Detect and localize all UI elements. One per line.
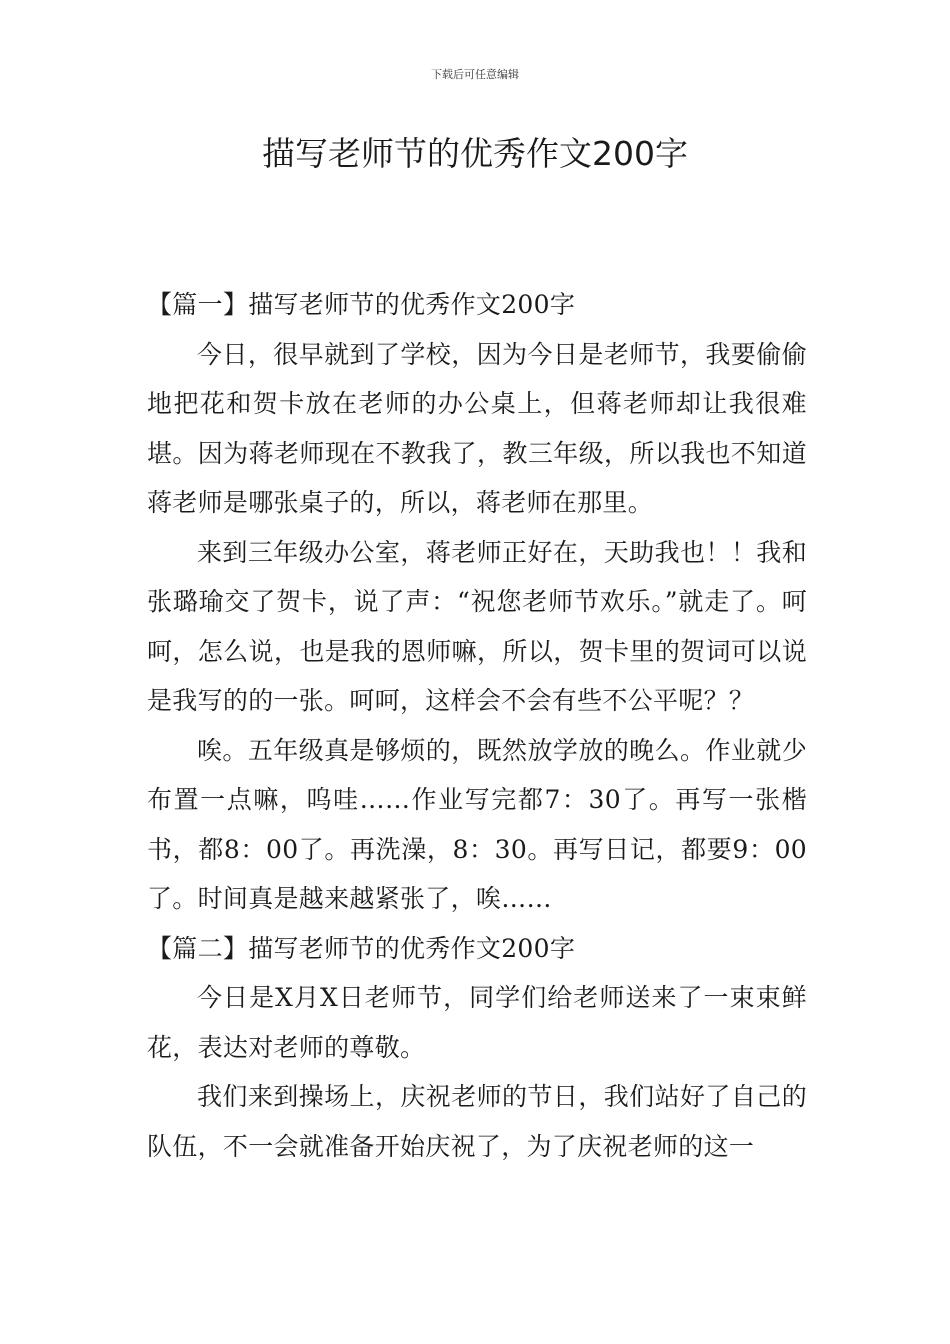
section-1-paragraph-1: 今日，很早就到了学校，因为今日是老师节，我要偷偷地把花和贺卡放在老师的办公桌上，但蒋老师却让我很难堪。因为蒋老师现在不教我了，教三年级，所以我也不知道蒋老师是哪张桌子的，所以，蒋老师在那里。 — [147, 339, 807, 517]
document-body — [147, 280, 807, 1171]
section-2-paragraph-1: 今日是X月X日老师节，同学们给老师送来了一束束鲜花，表达对老师的尊敬。 — [147, 983, 807, 1062]
header-note: 下载后可任意编辑 — [431, 68, 519, 81]
section-2-paragraph-2: 我们来到操场上，庆祝老师的节日，我们站好了自己的队伍，不一会就准备开始庆祝了，为了庆祝老师的这一 — [147, 1082, 807, 1161]
document-title: 描写老师节的优秀作文200字 — [262, 134, 688, 173]
section-1-paragraph-2: 来到三年级办公室，蒋老师正好在，天助我也！！我和张璐瑜交了贺卡，说了声：“祝您老师节欢乐。”就走了。呵呵，怎么说，也是我的恩师嘛，所以，贺卡里的贺词可以说是我写的的一张。呵呵，这样会不会有些不公平呢？？ — [147, 537, 807, 715]
section-1-heading: 【篇一】描写老师节的优秀作文200字 — [147, 290, 576, 319]
section-2-heading: 【篇二】描写老师节的优秀作文200字 — [147, 933, 576, 963]
section-1-paragraph-3: 唉。五年级真是够烦的，既然放学放的晚么。作业就少布置一点嘛，呜哇……作业写完都7：30了。再写一张楷书，都8：00了。再洗澡，8：30。再写日记，都要9：00了。时间真是越来越紧张了，唉…… — [147, 735, 807, 913]
section-1 — [147, 280, 807, 924]
section-2 — [147, 924, 807, 1172]
